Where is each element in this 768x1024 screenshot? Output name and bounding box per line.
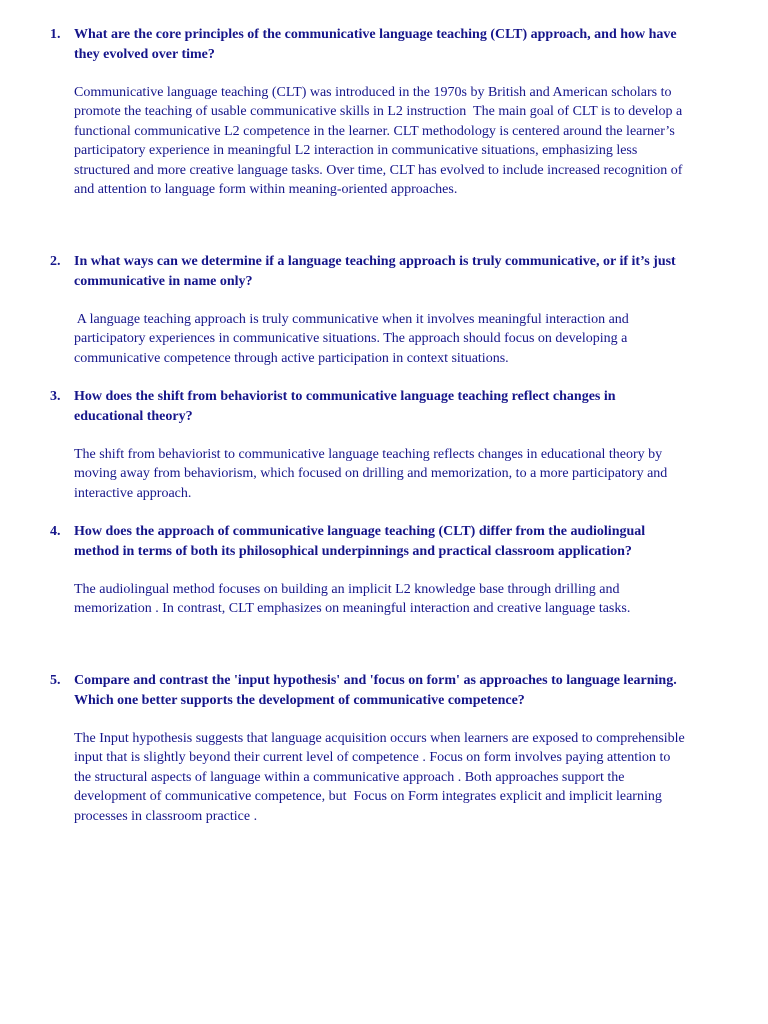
question-text — [74, 25, 754, 64]
answer-text — [74, 83, 756, 199]
question-line: Compare and contrast the 'input hypothesis' and 'focus on form' as approaches to language learning. — [74, 673, 677, 688]
question-text — [74, 252, 754, 291]
answer-line: structured and more creative language tasks. Over time, CLT has evolved to include increased recognition of — [74, 162, 683, 178]
answer-line: moving away from behaviorism, which focused on drilling and memorization, to a more participatory and — [74, 466, 668, 482]
answer-line: and attention to language form within meaning-oriented approaches. — [74, 182, 458, 198]
answer-line: The shift from behaviorist to communicative language teaching reflects changes in educational theory by — [74, 447, 663, 462]
question-line: communicative in name only? — [74, 273, 253, 289]
answer-line: Communicative language teaching (CLT) was introduced in the 1970s by British and American scholars to — [74, 85, 672, 100]
question-line: educational theory? — [74, 408, 193, 424]
question-line: How does the approach of communicative language teaching (CLT) differ from the audiolingual — [74, 524, 646, 539]
question-number: 4. — [50, 524, 61, 539]
question-text — [74, 387, 754, 426]
answer-line: communicative competence through active participation in context situations. — [74, 350, 509, 366]
question-line: method in terms of both its philosophical underpinnings and practical classroom application? — [74, 543, 632, 559]
answer-line: participatory experiences in communicative situations. The approach should focus on developing a — [74, 331, 628, 347]
question-line: In what ways can we determine if a language teaching approach is truly communicative, or if it’s just — [74, 254, 676, 269]
question-line: How does the shift from behaviorist to communicative language teaching reflect changes in — [74, 389, 616, 404]
answer-text — [74, 580, 756, 619]
answer-line: memorization . In contrast, CLT emphasizes on meaningful interaction and creative language tasks. — [74, 601, 631, 617]
question-text — [74, 522, 754, 561]
answer-line: processes in classroom practice . — [74, 808, 258, 824]
answer-line: participatory experience in meaningful L2 interaction in communicative situations, emphasizing less — [74, 143, 638, 159]
question-number: 1. — [50, 27, 61, 42]
question-line: What are the core principles of the communicative language teaching (CLT) approach, and how have — [74, 27, 677, 42]
answer-line: A language teaching approach is truly communicative when it involves meaningful interaction and — [74, 312, 629, 327]
question-number: 5. — [50, 673, 61, 688]
answer-text — [74, 445, 756, 503]
question-number: 3. — [50, 389, 61, 404]
answer-line: interactive approach. — [74, 485, 192, 501]
answer-line: the structural aspects of language within a communicative approach . Both approaches support the — [74, 769, 625, 785]
answer-line: The Input hypothesis suggests that language acquisition occurs when learners are exposed to comprehensible — [74, 731, 685, 746]
question-line: they evolved over time? — [74, 46, 215, 62]
question-number: 2. — [50, 254, 61, 269]
answer-line: functional communicative L2 competence in the learner. CLT methodology is centered around the learner’s — [74, 123, 675, 139]
answer-line: development of communicative competence, but Focus on Form integrates explicit and implicit learning — [74, 789, 662, 805]
answer-line: input that is slightly beyond their current level of competence . Focus on form involves paying attention to — [74, 750, 671, 766]
question-text — [74, 671, 754, 710]
answer-text — [74, 729, 756, 826]
answer-line: The audiolingual method focuses on building an implicit L2 knowledge base through drilling and — [74, 582, 620, 597]
answer-line: promote the teaching of usable communicative skills in L2 instruction The main goal of CLT is to develop a — [74, 104, 683, 120]
answer-text — [74, 310, 756, 368]
question-line: Which one better supports the development of communicative competence? — [74, 692, 525, 708]
